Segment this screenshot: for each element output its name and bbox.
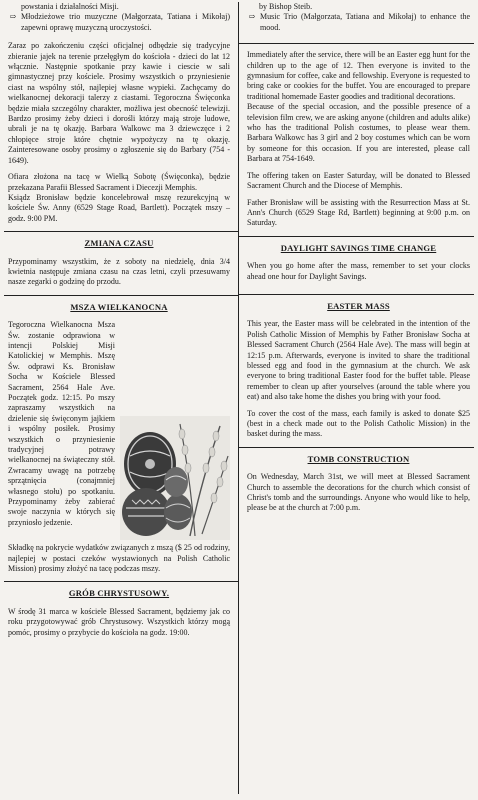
paragraph: Because of the special occasion, and the possible presence of a television film crew, we are asking anyone (children and adults alike) who has the traditional Polish costumes, to please wear them. Barbara Walkowc has 3 girl and 2 boy costumes which can be worn by someone for this occasion. If you are interested, please call Barbara at 754-1649. (247, 102, 470, 164)
section-divider (4, 581, 238, 582)
section-heading-easter-mass: EASTER MASS (327, 300, 390, 311)
right-column-english (239, 2, 474, 794)
section-heading-time-change: ZMIANA CZASU (84, 238, 154, 249)
intro-line: by Bishop Steib. (259, 2, 313, 11)
list-item (247, 12, 470, 33)
easter-mass-block (8, 320, 230, 574)
list-item (8, 2, 230, 12)
section-heading-easter-mass: MSZA WIELKANOCNA (70, 301, 168, 312)
list-item-text: Młodzieżowe trio muzyczne (Małgorzata, Tatiana i Mikołaj) zapewni oprawę muzyczną uroczystości. (21, 12, 230, 32)
section-divider (239, 43, 474, 44)
paragraph: Przypominamy wszystkim, że z soboty na niedzielę, dnia 3/4 kwietnia następuje zmiana czasu na czas letni, czyli przesuwamy nasze zegarki o godzinę do przodu. (8, 256, 230, 287)
paragraph: To cover the cost of the mass, each family is asked to donate $25 (best in a check made out to the Polish Catholic Mission) in the basket during the mass. (247, 408, 470, 439)
arrow-right-icon: ⇨ (9, 12, 17, 22)
section-divider (239, 236, 474, 237)
paragraph: Składkę na pokrycie wydatków związanych z mszą ($ 25 od rodziny, najlepiej w postaci czeków wystawionych na Polish Catholic Mission) prosimy złożyć na tacę podczas mszy. (8, 543, 230, 573)
section-divider (239, 294, 474, 295)
paragraph: Ofiara złożona na tacę w Wielką Sobotę (Święconka), będzie przekazana Parafii Blessed Sacrament i Diecezji Memphis. (8, 172, 230, 192)
paragraph: The offering taken on Easter Saturday, will be donated to Blessed Sacrament Church and the Diocese of Memphis. (247, 170, 470, 191)
list-item-text: powstania i działalności Misji. (21, 2, 119, 11)
section-divider (4, 231, 238, 232)
paragraph: Immediately after the service, there will be an Easter egg hunt for the children up to the age of 12. Then everyone is invited to the gymnasium for coffee, cake and fellowship. Everyone is requested to bring cake or cookies for the buffet. You are encouraged to prepare traditional homemade Easter goodies and traditional decorations. (247, 50, 470, 101)
easter-eggs-willow-illustration (120, 416, 230, 540)
paragraph: On Wednesday, March 31st, we will meet at Blessed Sacrament Church to assemble the decorations for the church which consist of Christ's tomb and the surroundings. Anyone who would like to help, please be at the church at 7:00 p.m. (247, 472, 470, 513)
left-column-polish (4, 2, 239, 794)
list-item-text: Music Trio (Małgorzata, Tatiana and Mikołaj) to enhance the mood. (260, 12, 470, 32)
paragraph: Zaraz po zakończeniu części oficjalnej odbędzie się tradycyjne zbieranie jajek na terenie przełęgłym do kościoła - dzieci do lat 12 włącznie. Następnie spotkanie przy kawie i ciescie w sali gimnastycznej przy kościele. Prosimy wszystkich o przyniesienie ciast na wspólny stół, najlepiej własne wypieki. Zachęcamy do wielkanocnej dekoracji talerzy z ciastami. Tegoroczna Święconka będzie miała szczególny charakter, możliwa jest obecność telewizji. Bardzo prosimy żeby dzieci i dorośli którzy mają stroje ludowe, ubrali je na tę okazję. Barbara Walkowc ma 3 dziewczęce i 2 chłopięce stroje które chętnie wypożyczy na tę okazję. Zainteresowane osoby prosimy o zgłoszenie się do Barbary (754 - 1649). (8, 41, 230, 165)
paragraph: When you go home after the mass, remember to set your clocks ahead one hour for Daylight Savings. (247, 261, 470, 281)
arrow-right-icon (8, 2, 18, 12)
section-heading-daylight-savings: DAYLIGHT SAVINGS TIME CHANGE (280, 242, 437, 253)
paragraph: Father Bronisław will be assisting with the Resurrection Mass at St. Ann's Church (6529 Stage Rd, Bartlett) beginning at 9:00 p.m. on Saturday. (247, 197, 470, 228)
paragraph: This year, the Easter mass will be celebrated in the intention of the Polish Catholic Mission of Memphis by Father Bronisław Socha at Blessed Sacrament Church (2564 Hale Ave). The mass will begin at 12:15 p.m. Afterwards, everyone is invited to share the traditional blessed egg and food in the gymnasium at the church. We ask everyone to bring traditional Easter food for the buffet table. Please remember to clean up after yourselves (around the table where you eat) and also take home the dishes you bring with your food. (247, 319, 470, 402)
section-heading-tomb: GRÓB CHRYSTUSOWY. (68, 588, 170, 599)
paragraph: Tegoroczna Wielkanocna Msza Św. zostanie odprawiona w intencji Polskiej Misji Katolickiej w Memphis. Mszę Św. odprawi Ks. Bronisław Socha w Kościele Blessed Sacrament, 2564 Hale Ave. Początek godz. 12:15. Po mszy zapraszamy wszystkich na dzielenie się święconym jajkiem i wspólny posiłek. Prosimy wszystkich o przyniesienie tradycyjnej potrawy wielkanocnej na świąteczny stół. Zwracamy uwagę na potrzebę sprzątnięcia (conajmniej własnego stołu) po spotkaniu. Przypominamy żeby zabierać swoje naczynia w których się przyniosło jedzenie. (8, 320, 115, 527)
section-divider (4, 295, 238, 296)
section-divider (239, 447, 474, 448)
paragraph: Ksiądz Bronisław będzie koncelebrował mszę rezurekcyjną w kościele Św. Anny (6529 Stage Road, Bartlett). Początek mszy – godz. 9:00 PM. (8, 192, 230, 223)
section-heading-tomb: TOMB CONSTRUCTION (307, 453, 410, 464)
paragraph: W środę 31 marca w kościele Blessed Sacrament, będziemy jak co roku przygotowywać grób Chrystusowy. Wszystkich którzy mogą pomóc, prosimy o przybycie do kościoła na godz. 19:00. (8, 606, 230, 637)
easter-eggs-image (120, 416, 230, 540)
arrow-right-icon: ⇨ (248, 12, 256, 22)
list-item (8, 12, 230, 33)
